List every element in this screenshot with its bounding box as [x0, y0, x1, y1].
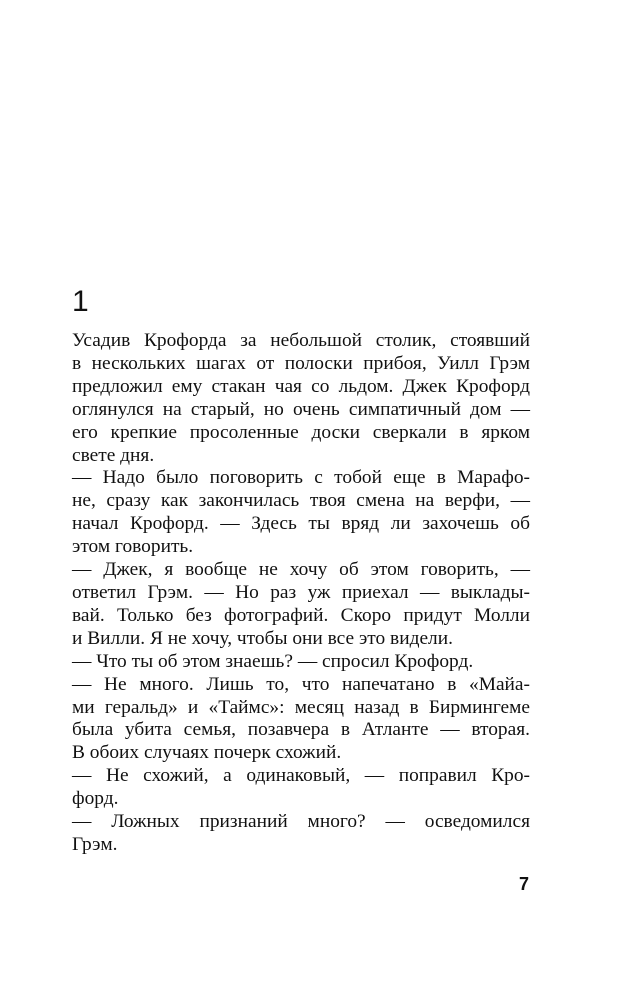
text-line: — Ложных признаний много? — осведомился: [72, 811, 530, 833]
text-line: в нескольких шагах от полоски прибоя, Уилл Грэм: [72, 352, 530, 374]
text-line: была убита семья, позавчера в Атланте — вторая.: [72, 719, 530, 741]
text-line: ответил Грэм. — Но раз уж приехал — выклады-: [72, 581, 530, 603]
text-line: не, сразу как закончилась твоя смена на верфи, —: [72, 490, 530, 512]
paragraph: [72, 467, 530, 559]
chapter-number: 1: [72, 285, 89, 318]
text-line: этом говорить.: [72, 536, 194, 558]
page-number: 7: [519, 874, 530, 894]
text-line: его крепкие просоленные доски сверкали в ярком: [72, 421, 530, 443]
text-line: Грэм.: [72, 833, 118, 855]
text-line: вай. Только без фотографий. Скоро придут Молли: [72, 604, 530, 626]
paragraph: [72, 765, 530, 811]
text-line: — Не много. Лишь то, что напечатано в «Майа-: [72, 673, 530, 695]
paragraph: [72, 651, 530, 674]
paragraph: [72, 330, 530, 467]
text-line: предложил ему стакан чая со льдом. Джек Крофорд: [72, 375, 530, 397]
text-line: ми геральд» и «Таймс»: месяц назад в Бирмингеме: [72, 696, 530, 718]
text-line: — Надо было поговорить с тобой еще в Марафо-: [72, 467, 530, 489]
body-text: [72, 330, 530, 857]
paragraph: [72, 559, 530, 651]
text-line: форд.: [72, 788, 119, 810]
text-line: — Что ты об этом знаешь? — спросил Крофорд.: [72, 650, 474, 672]
text-line: оглянулся на старый, но очень симпатичный дом —: [72, 398, 530, 420]
paragraph: [72, 811, 530, 857]
text-line: начал Крофорд. — Здесь ты вряд ли захочешь об: [72, 513, 530, 535]
text-line: — Джек, я вообще не хочу об этом говорить, —: [72, 559, 530, 581]
text-line: — Не схожий, а одинаковый, — поправил Кро-: [72, 765, 530, 787]
text-line: В обоих случаях почерк схожий.: [72, 742, 342, 764]
text-line: и Вилли. Я не хочу, чтобы они все это видели.: [72, 627, 453, 649]
paragraph: [72, 674, 530, 766]
text-line: Усадив Крофорда за небольшой столик, стоявший: [72, 330, 530, 351]
text-line: свете дня.: [72, 444, 155, 466]
